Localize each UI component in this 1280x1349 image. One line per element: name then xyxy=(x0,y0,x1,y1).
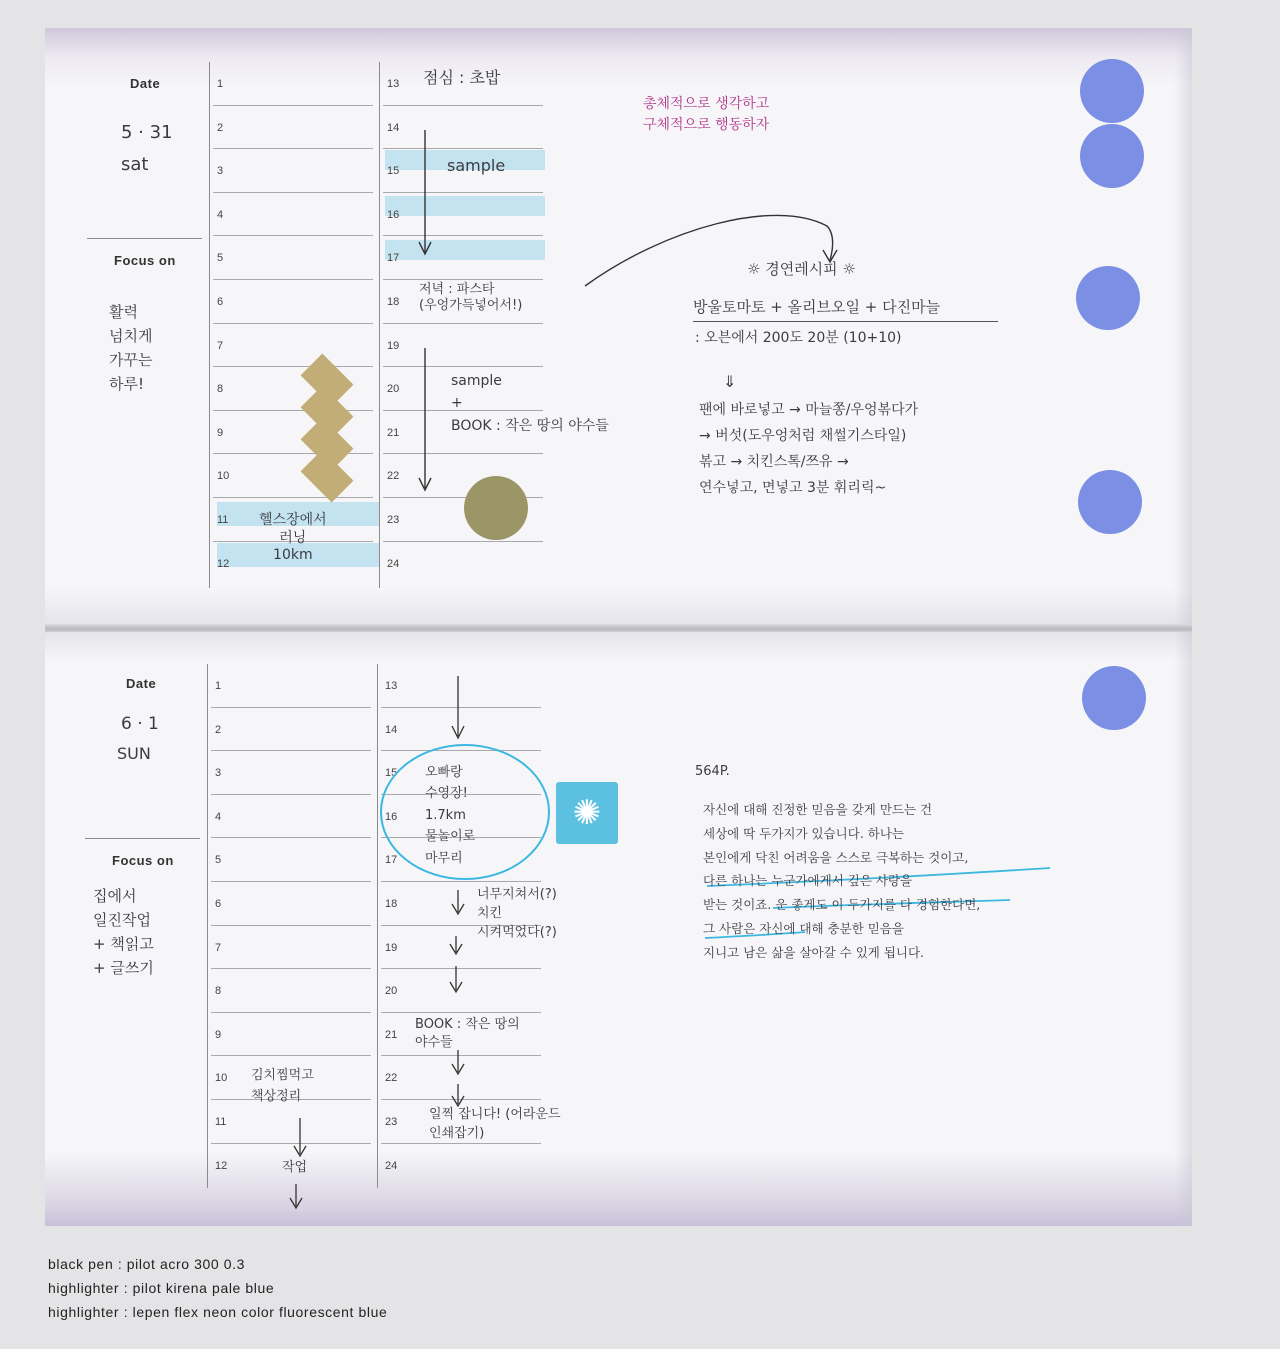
entry-kimchi: 김치찜먹고 책상정리 xyxy=(251,1068,314,1104)
hour-label: 7 xyxy=(217,339,224,352)
entry-gym: 헬스장에서 러닝 10km xyxy=(259,512,327,563)
hour-label: 16 xyxy=(385,810,398,823)
planner-page-june-1 xyxy=(45,632,1192,1226)
sun-icon: ✺ xyxy=(572,793,602,833)
down-arrow-icon: ⇓ xyxy=(723,372,737,391)
hour-label: 15 xyxy=(387,165,400,178)
planner-page-may-31 xyxy=(45,28,1192,626)
hour-label: 14 xyxy=(387,121,400,134)
date-label: Date xyxy=(126,676,157,691)
recipe-title: ☼ 경연레시피 ☼ xyxy=(747,260,856,278)
hour-label: 17 xyxy=(387,252,400,265)
hour-label: 5 xyxy=(217,252,224,265)
hour-label: 24 xyxy=(385,1159,398,1172)
hour-label: 2 xyxy=(215,723,222,736)
hour-label: 7 xyxy=(215,941,222,954)
hour-label: 21 xyxy=(387,426,400,439)
entry-chicken: 너무지쳐서(?) 치킨 시켜먹었다(?) xyxy=(477,887,557,940)
hour-label: 14 xyxy=(385,723,398,736)
hour-label: 12 xyxy=(215,1159,228,1172)
hour-label: 19 xyxy=(385,941,398,954)
hour-label: 3 xyxy=(217,165,224,178)
entry-work: 작업 xyxy=(282,1160,308,1175)
hour-label: 9 xyxy=(215,1028,222,1041)
entry-book: BOOK : 작은 땅의 야수들 xyxy=(415,1017,520,1051)
hour-label: 11 xyxy=(215,1116,227,1128)
sun-sticker xyxy=(556,782,618,844)
hour-label: 2 xyxy=(217,121,224,134)
hour-label: 13 xyxy=(387,78,400,90)
day-value: SUN xyxy=(117,744,151,763)
hour-label: 16 xyxy=(387,208,400,221)
hour-label: 18 xyxy=(387,296,400,308)
focus-label: Focus on xyxy=(112,853,174,868)
hour-label: 6 xyxy=(215,898,222,910)
hour-label: 18 xyxy=(385,898,398,910)
hour-label: 8 xyxy=(217,383,224,396)
entry-sleep: 일찍 잡니다! (어라운드 인쇄잡기) xyxy=(429,1107,561,1141)
entry-sample-2: sample + BOOK : 작은 땅의 야수들 xyxy=(451,373,609,434)
hour-label: 23 xyxy=(385,1116,398,1128)
caption-highlighter-2: highlighter : lepen flex neon color fluorescent blue xyxy=(48,1304,388,1320)
arrow-drawings xyxy=(45,28,1192,626)
hour-label: 15 xyxy=(385,767,398,780)
hour-label: 6 xyxy=(217,296,224,308)
caption-pen: black pen : pilot acro 300 0.3 xyxy=(48,1256,246,1272)
entry-sample-1: sample xyxy=(447,156,506,175)
hour-label: 17 xyxy=(385,854,398,867)
quote-text: 자신에 대해 진정한 믿음을 갖게 만드는 건 세상에 딱 두가지가 있습니다. 하나는 본인에게 닥친 어려움을 스스로 극복하는 것이고, 다른 하나는 누군가에게서 깊은 사랑을 받는 것이죠. 운 좋게도 이 두가지를 다 경험한다면, 그 사람은 자신에 대해 충분한 믿음을 지니고 남은 삶을 살아갈 수 있게 됩니다. xyxy=(703,802,981,960)
entry-swim: 오빠랑 수영장! 1.7km 물놀이로 마무리 xyxy=(425,765,476,866)
hour-label: 9 xyxy=(217,426,224,439)
date-label: Date xyxy=(130,76,161,91)
hour-label: 8 xyxy=(215,985,222,998)
hour-label: 11 xyxy=(217,514,229,526)
hour-label: 10 xyxy=(217,470,230,483)
ink-drawings xyxy=(45,632,1192,1226)
hour-label: 1 xyxy=(217,78,224,90)
hour-label: 24 xyxy=(387,557,400,570)
day-value: sat xyxy=(121,154,149,175)
hour-label: 22 xyxy=(385,1072,398,1085)
recipe-steps: 팬에 바로넣고 → 마늘쫑/우엉볶다가 → 버섯(도우엉처럼 채썰기스타일) 볶고 → 치킨스톡/쯔유 → 연수넣고, 면넣고 3분 휘리릭~ xyxy=(699,402,919,496)
focus-label: Focus on xyxy=(114,253,176,268)
hour-label: 20 xyxy=(387,383,400,396)
focus-text: 집에서 일진작업 + 책읽고 + 글쓰기 xyxy=(93,887,154,977)
caption-highlighter-1: highlighter : pilot kirena pale blue xyxy=(48,1280,275,1296)
entry-dinner: 저녁 : 파스타 (우엉가득넣어서!) xyxy=(419,282,523,314)
hour-label: 23 xyxy=(387,514,400,526)
hour-label: 20 xyxy=(385,985,398,998)
hour-label: 5 xyxy=(215,854,222,867)
hour-label: 13 xyxy=(385,680,398,692)
entry-lunch: 점심 : 초밥 xyxy=(423,68,501,87)
punch-hole-dot xyxy=(1082,666,1146,730)
hour-label: 21 xyxy=(385,1028,398,1041)
hour-label: 3 xyxy=(215,767,222,780)
arrowhead xyxy=(823,250,837,262)
hour-label: 10 xyxy=(215,1072,228,1085)
hour-label: 12 xyxy=(217,557,230,570)
date-value: 5 · 31 xyxy=(121,122,173,143)
motto-text: 총체적으로 생각하고 구체적으로 행동하자 xyxy=(643,96,770,133)
hour-label: 4 xyxy=(217,208,224,221)
focus-text: 활력 넘치게 가꾸는 하루! xyxy=(109,303,153,393)
date-value: 6 · 1 xyxy=(121,714,159,734)
recipe-oven: : 오븐에서 200도 20분 (10+10) xyxy=(695,330,902,346)
curved-arrow xyxy=(585,215,833,286)
recipe-ingredients: 방울토마토 + 올리브오일 + 다진마늘 xyxy=(693,298,941,316)
hour-label: 1 xyxy=(215,680,222,692)
hour-label: 19 xyxy=(387,339,400,352)
hour-label: 4 xyxy=(215,810,222,823)
quote-reference: 564P. xyxy=(695,764,730,779)
hour-label: 22 xyxy=(387,470,400,483)
